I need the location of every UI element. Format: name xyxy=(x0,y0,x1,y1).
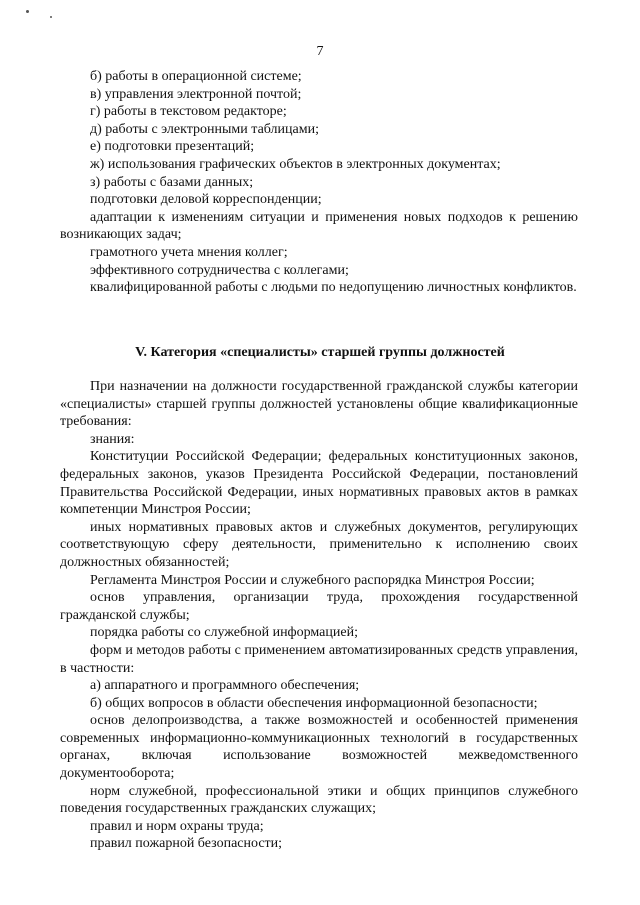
list-item: адаптации к изменениям ситуации и применения новых подходов к решению возникающих задач; xyxy=(60,209,578,243)
paragraph: правил пожарной безопасности; xyxy=(90,836,283,852)
list-item: эффективного сотрудничества с коллегами; xyxy=(90,262,349,278)
paragraph: правил и норм охраны труда; xyxy=(90,818,264,834)
paragraph: основ делопроизводства, а также возможностей и особенностей применения современных информационно-коммуникационных технологий в государственных органах, включая использование возможностей межведомственного документооборота; xyxy=(60,713,578,782)
list-item: з) работы с базами данных; xyxy=(90,174,254,190)
paragraph: а) аппаратного и программного обеспечения; xyxy=(90,678,360,694)
list-item: подготовки деловой корреспонденции; xyxy=(90,192,322,208)
paragraph: порядка работы со служебной информацией; xyxy=(90,625,358,641)
list-item: в) управления электронной почтой; xyxy=(90,86,302,102)
page-number: 7 xyxy=(316,44,324,59)
list-item: д) работы с электронными таблицами; xyxy=(90,121,319,137)
list-item: квалифицированной работы с людьми по недопущению личностных конфликтов. xyxy=(90,280,577,296)
paragraph: иных нормативных правовых актов и служебных документов, регулирующих соответствующую сферу деятельности, применительно к исполнению своих должностных обязанностей; xyxy=(60,519,578,570)
list-item: б) работы в операционной системе; xyxy=(90,69,302,84)
section-heading: V. Категория «специалисты» старшей группы должностей xyxy=(135,345,505,360)
paragraph: знания: xyxy=(90,431,135,447)
paragraph: б) общих вопросов в области обеспечения информационной безопасности; xyxy=(90,695,538,711)
list-item: грамотного учета мнения коллег; xyxy=(90,244,288,260)
list-item: ж) использования графических объектов в электронных документах; xyxy=(90,156,501,172)
section-body xyxy=(60,378,578,853)
paragraph: основ управления, организации труда, прохождения государственной гражданской службы; xyxy=(60,590,578,623)
paragraph: норм служебной, профессиональной этики и общих принципов служебного поведения государственных гражданских служащих; xyxy=(60,783,578,817)
list-top xyxy=(60,68,578,297)
scan-speck xyxy=(26,10,29,13)
scan-speck xyxy=(50,16,52,18)
paragraph: форм и методов работы с применением автоматизированных средств управления, в частности: xyxy=(60,642,578,676)
paragraph: Регламента Минстроя России и служебного распорядка Минстроя России; xyxy=(90,572,535,588)
paragraph: При назначении на должности государственной гражданской службы категории «специалисты» старшей группы должностей установлены общие квалификационные требования: xyxy=(60,379,578,430)
list-item: г) работы в текстовом редакторе; xyxy=(90,104,287,120)
paragraph: Конституции Российской Федерации; федеральных конституционных законов, федеральных законов, указов Президента Российской Федерации, постановлений Правительства Российской Федерации, иных нормативных правовых актов в рамках компетенции Минстроя России; xyxy=(60,449,578,518)
list-item: е) подготовки презентаций; xyxy=(90,139,255,155)
